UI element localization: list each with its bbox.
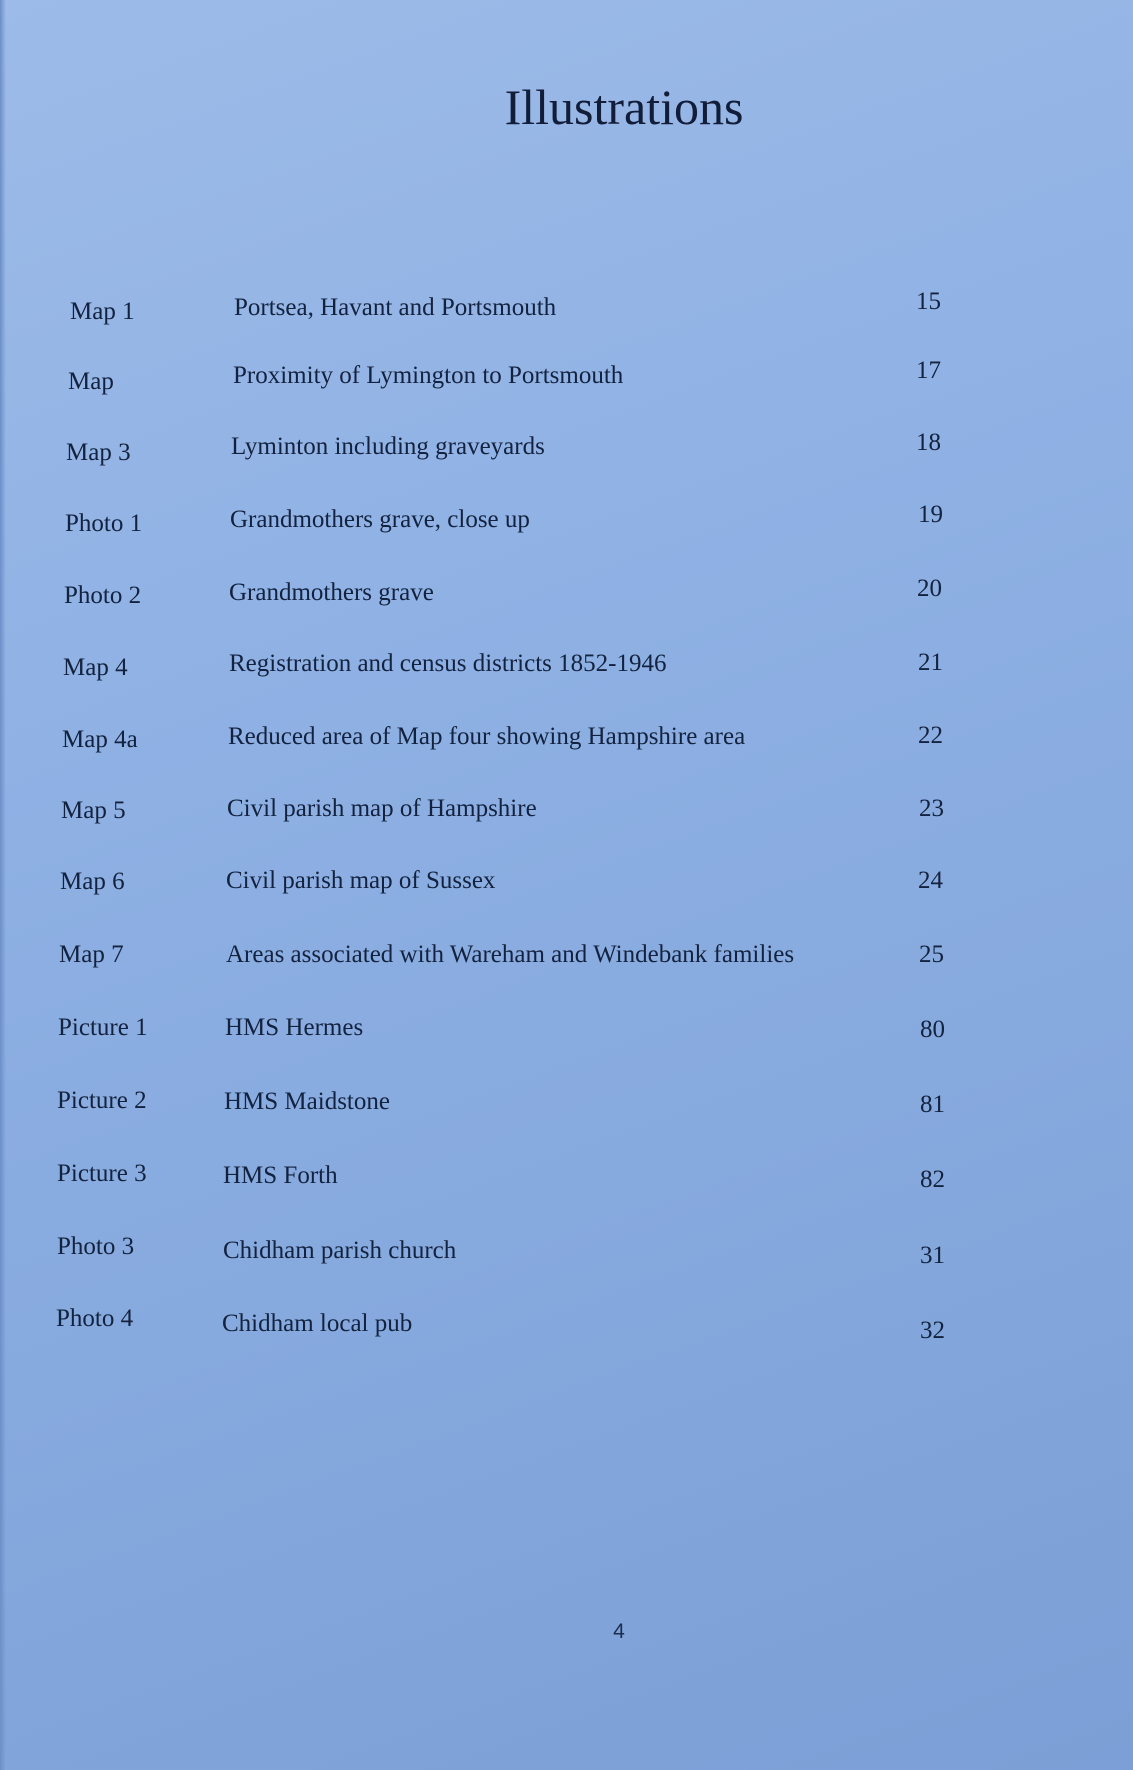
illustration-page-number: 20 xyxy=(917,575,942,602)
illustration-label: Map xyxy=(68,368,114,395)
illustration-page-number: 22 xyxy=(918,722,943,749)
illustration-description: Chidham local pub xyxy=(222,1310,413,1337)
illustration-description: Grandmothers grave xyxy=(229,579,434,606)
illustration-label: Picture 2 xyxy=(57,1087,147,1114)
illustration-description: Reduced area of Map four showing Hampshire area xyxy=(228,723,746,750)
illustration-description: Civil parish map of Hampshire xyxy=(227,795,537,822)
illustration-description: HMS Forth xyxy=(223,1162,338,1189)
illustration-label: Map 4a xyxy=(62,726,138,753)
illustration-label: Photo 4 xyxy=(56,1305,134,1332)
illustration-page-number: 31 xyxy=(920,1242,945,1269)
illustration-page-number: 23 xyxy=(919,795,944,822)
illustration-label: Picture 3 xyxy=(57,1160,147,1187)
illustration-label: Photo 1 xyxy=(65,510,143,537)
illustration-label: Map 1 xyxy=(70,298,135,325)
illustration-page-number: 17 xyxy=(916,357,941,384)
illustration-page-number: 24 xyxy=(918,867,943,894)
illustration-page-number: 19 xyxy=(918,501,943,528)
illustration-page-number: 15 xyxy=(916,288,941,315)
illustration-page-number: 25 xyxy=(919,941,944,968)
illustration-page-number: 18 xyxy=(916,429,941,456)
illustration-page-number: 80 xyxy=(920,1016,945,1043)
illustration-label: Picture 1 xyxy=(58,1014,148,1041)
illustration-label: Photo 3 xyxy=(57,1233,135,1260)
page-number: 4 xyxy=(613,1620,625,1643)
illustration-page-number: 82 xyxy=(920,1166,945,1193)
illustration-label: Map 5 xyxy=(61,797,126,824)
illustration-label: Map 4 xyxy=(63,654,128,681)
illustration-description: Areas associated with Wareham and Windebank families xyxy=(226,941,795,968)
illustration-label: Photo 2 xyxy=(64,582,142,609)
page-title: Illustrations xyxy=(504,79,744,135)
illustration-label: Map 7 xyxy=(59,941,124,968)
illustration-description: Chidham parish church xyxy=(223,1237,457,1264)
illustration-description: Grandmothers grave, close up xyxy=(230,506,530,533)
illustration-description: HMS Hermes xyxy=(225,1014,364,1041)
illustration-page-number: 32 xyxy=(920,1317,945,1344)
illustration-label: Map 6 xyxy=(60,868,125,895)
illustration-description: Portsea, Havant and Portsmouth xyxy=(234,294,557,321)
illustration-label: Map 3 xyxy=(66,439,131,466)
illustration-page-number: 81 xyxy=(920,1091,945,1118)
illustration-description: HMS Maidstone xyxy=(224,1088,390,1115)
illustration-description: Civil parish map of Sussex xyxy=(226,867,496,894)
illustration-description: Proximity of Lymington to Portsmouth xyxy=(233,362,624,389)
illustration-description: Lyminton including graveyards xyxy=(231,433,545,460)
illustration-description: Registration and census districts 1852-1946 xyxy=(229,650,667,677)
illustration-page-number: 21 xyxy=(918,649,943,676)
